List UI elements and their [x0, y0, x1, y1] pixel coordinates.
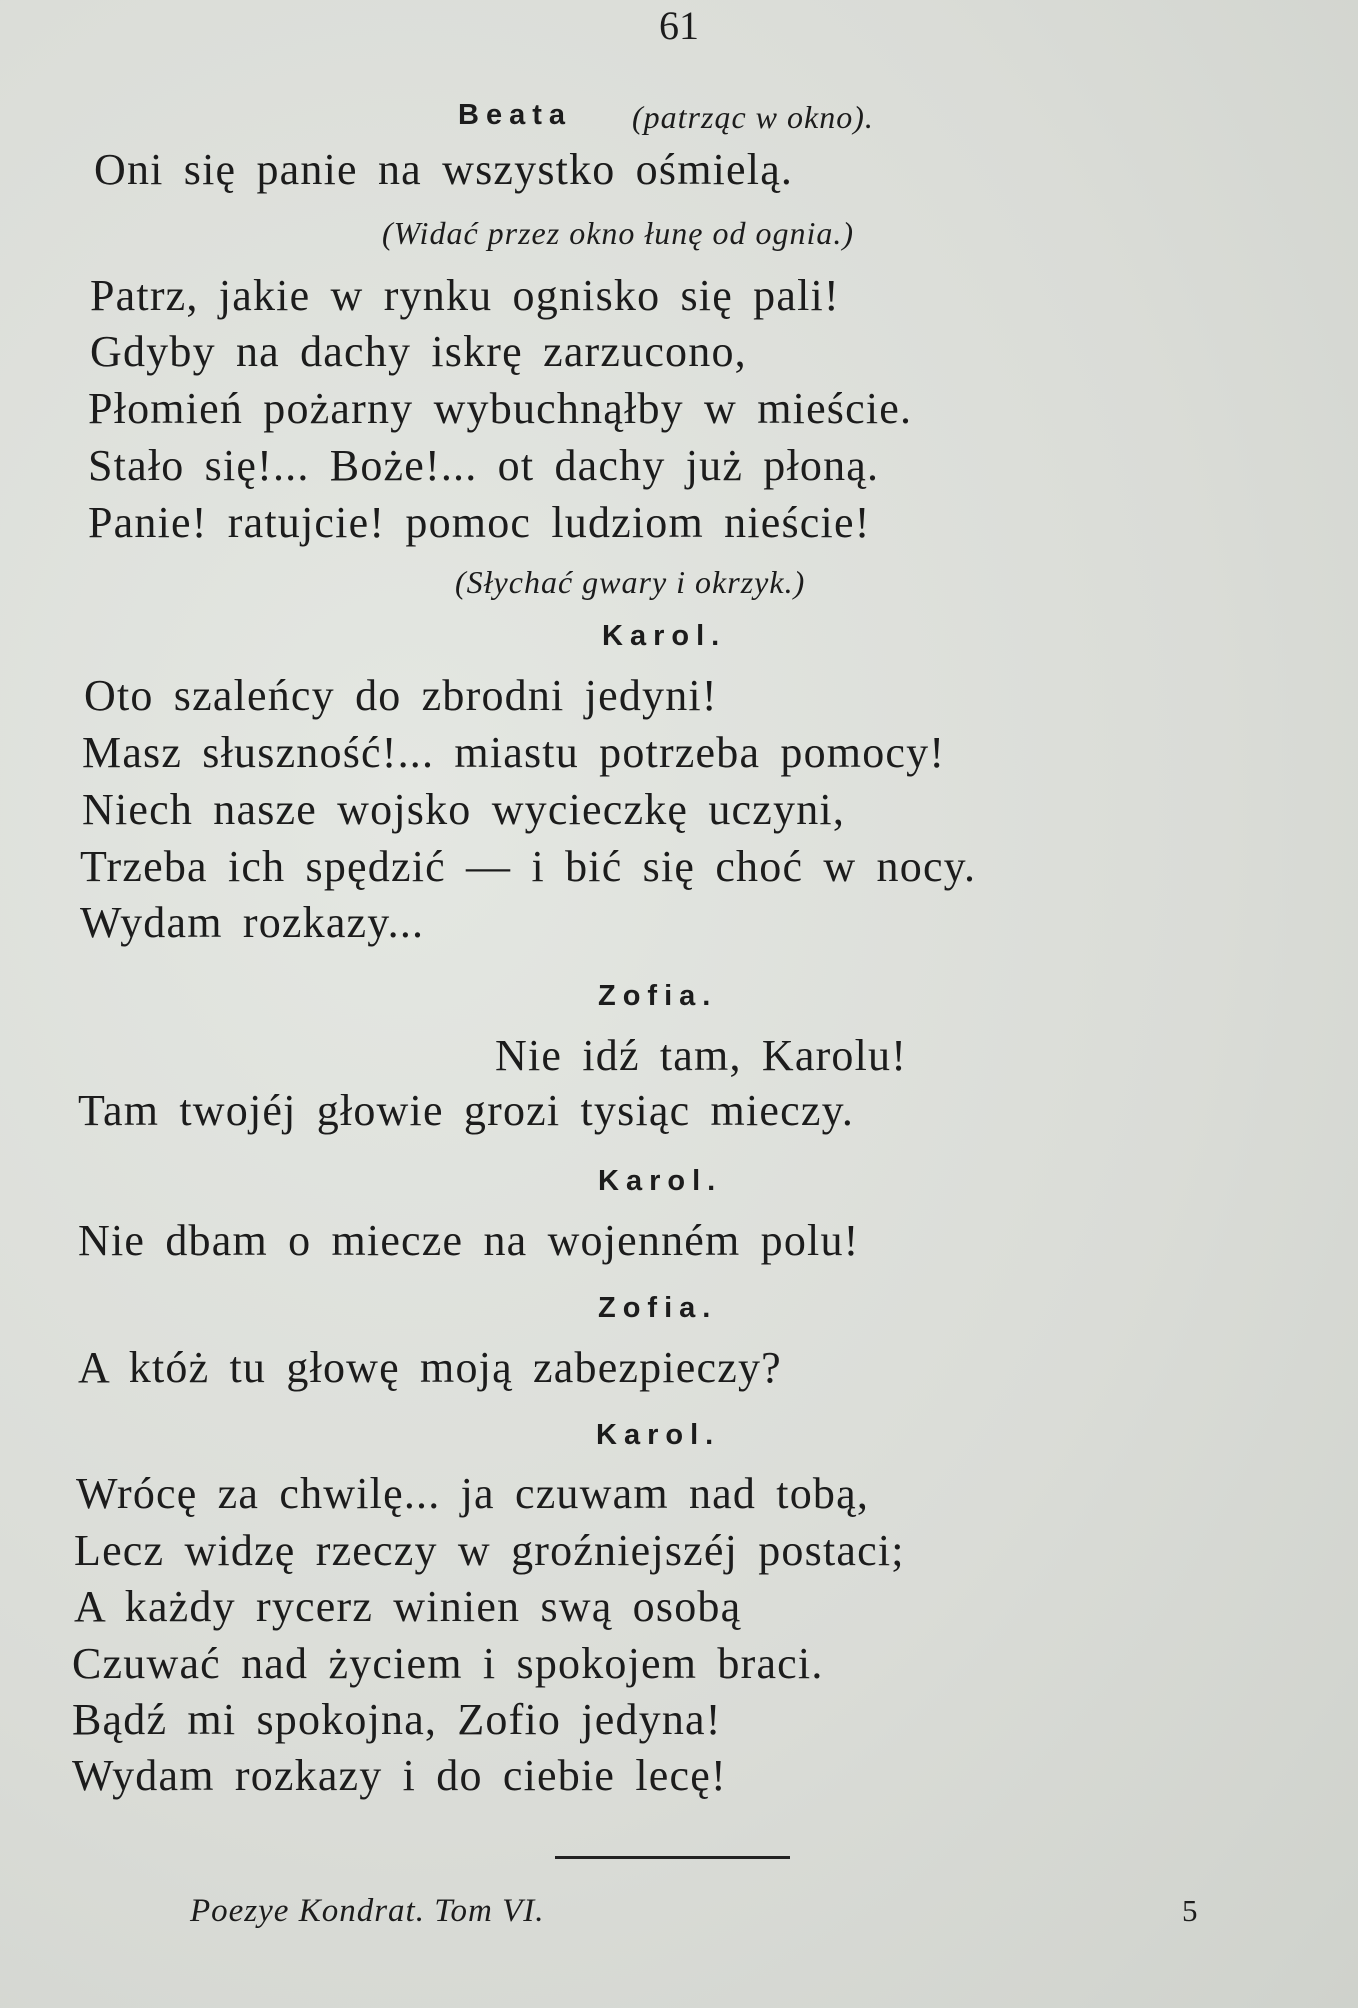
verse-line: A któż tu głowę moją zabezpieczy? [78, 1343, 782, 1392]
section-rule [555, 1856, 790, 1859]
verse-line: Nie dbam o miecze na wojenném polu! [78, 1216, 860, 1265]
stage-direction: (Słychać gwary i okrzyk.) [455, 564, 806, 600]
speaker-name: Zofia. [598, 980, 718, 1012]
verse-line: Bądź mi spokojna, Zofio jedyna! [72, 1695, 722, 1744]
verse-line: Oni się panie na wszystko ośmielą. [94, 145, 794, 194]
verse-line: Wydam rozkazy i do ciebie lecę! [72, 1751, 727, 1800]
verse-line: Płomień pożarny wybuchnąłby w mieście. [88, 384, 913, 433]
footer-signature: Poezye Kondrat. Tom VI. [190, 1893, 545, 1929]
verse-line: Wrócę za chwilę... ja czuwam nad tobą, [76, 1469, 870, 1518]
verse-line: Gdyby na dachy iskrę zarzucono, [90, 327, 747, 376]
verse-line: Lecz widzę rzeczy w groźniejszéj postaci; [74, 1526, 905, 1575]
speaker-name: Beata [458, 99, 572, 131]
verse-line: Nie idź tam, Karolu! [495, 1031, 908, 1080]
stage-direction: (patrząc w okno). [632, 99, 874, 135]
speaker-name: Karol. [596, 1419, 721, 1451]
verse-line: Tam twojéj głowie grozi tysiąc mieczy. [78, 1086, 855, 1135]
verse-line: Panie! ratujcie! pomoc ludziom nieście! [88, 498, 871, 547]
verse-line: Trzeba ich spędzić — i bić się choć w nocy. [80, 842, 977, 891]
verse-line: Stało się!... Boże!... ot dachy już płoną. [88, 441, 880, 490]
footer-sheet-number: 5 [1182, 1893, 1198, 1928]
stage-direction: (Widać przez okno łunę od ognia.) [382, 215, 855, 251]
speaker-name: Karol. [602, 620, 727, 652]
verse-line: Patrz, jakie w rynku ognisko się pali! [90, 271, 840, 320]
verse-line: Wydam rozkazy... [80, 898, 425, 947]
speaker-name: Zofia. [598, 1292, 718, 1324]
page-number: 61 [659, 3, 699, 48]
verse-line: Czuwać nad życiem i spokojem braci. [72, 1639, 824, 1688]
verse-line: A każdy rycerz winien swą osobą [74, 1582, 742, 1631]
verse-line: Oto szaleńcy do zbrodni jedyni! [84, 671, 718, 720]
verse-line: Niech nasze wojsko wycieczkę uczyni, [82, 785, 846, 834]
speaker-name: Karol. [598, 1165, 723, 1197]
verse-line: Masz słuszność!... miastu potrzeba pomocy! [82, 728, 946, 777]
